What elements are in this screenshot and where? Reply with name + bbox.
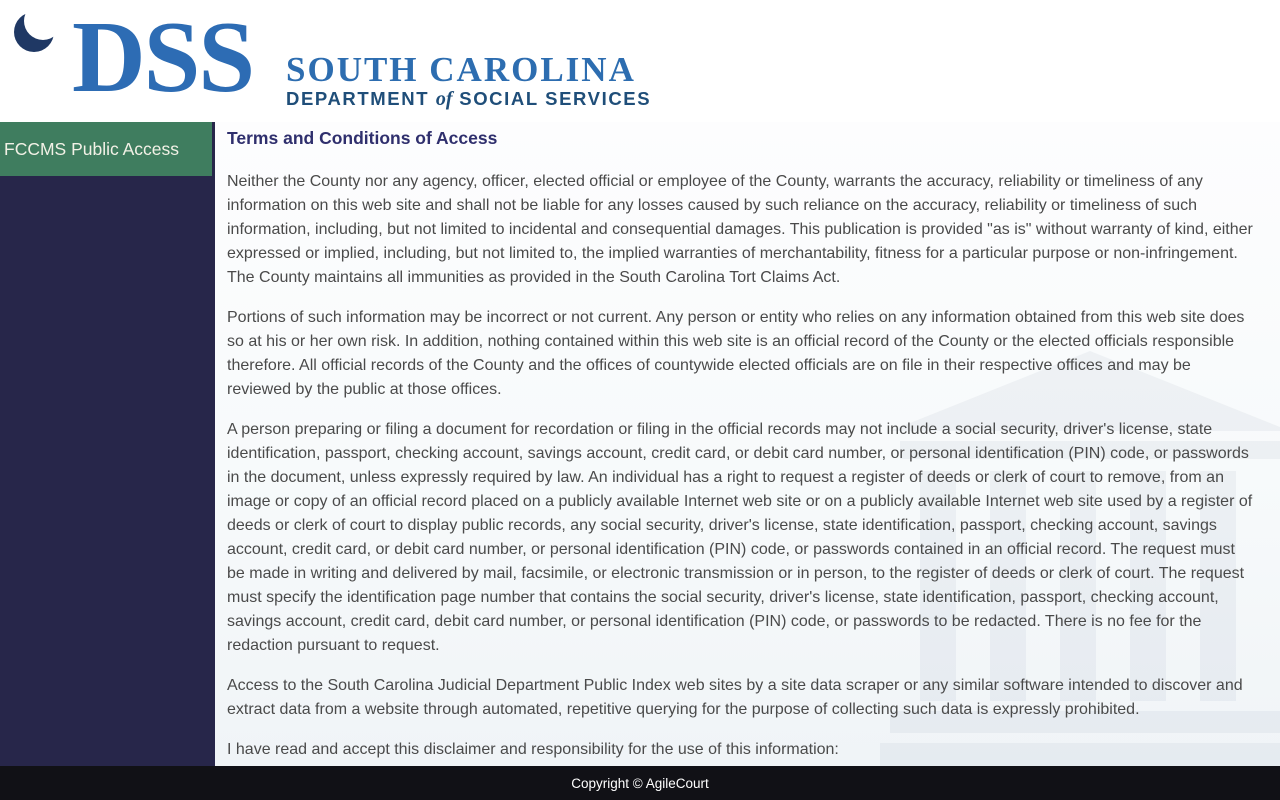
logo-tagline-of: of [435,88,453,110]
terms-paragraph-3: A person preparing or filing a document for recordation or filing in the official records may not include a social security, driver's license, state identification, passport, checking account, savings account, credit card, or debit card number, or personal identification (PIN) code, or passwords in the document, unless expressly required by law. An individual has a right to request a register of deeds or clerk of court to remove, from an image or copy of an official record placed on a publicly available Internet web site or on a publicly available Internet web site used by a register of deeds or clerk of court to display public records, any social security, driver's license, state identification, passport, checking account, savings account, credit card, or debit card number, or personal identification (PIN) code, or passwords contained in an official record. The request must be made in writing and delivered by mail, facsimile, or electronic transmission or in person, to the register of deeds or clerk of court. The request must specify the identification page number that contains the social security, driver's license, state identification, passport, checking account, savings account, credit card, debit card number, or personal identification (PIN) code, or passwords to be redacted. There is no fee for the redaction pursuant to request. [227,421,1253,654]
terms-content [215,122,1275,762]
footer [0,766,1280,800]
logo-tagline [286,88,651,110]
page-title: Terms and Conditions of Access [227,128,498,148]
dss-logo-acronym: DSS [72,1,254,114]
accept-disclaimer-statement: I have read and accept this disclaimer and responsibility for the use of this information: [227,741,839,758]
app-header [0,0,1280,122]
logo-tagline-pre: DEPARTMENT [286,88,436,109]
main-content [215,122,1280,766]
terms-paragraph-2: Portions of such information may be incorrect or not current. Any person or entity who relies on any information obtained from this web site does so at his or her own risk. In addition, nothing contained within this web site is an official record of the County or the elected officials responsible therefore. All official records of the County and the offices of countywide elected officials are on file in their respective offices and may be reviewed by the public at those offices. [227,309,1245,398]
terms-paragraph-4: Access to the South Carolina Judicial Department Public Index web sites by a site data scraper or any similar software intended to discover and extract data from a website through automated, repetitive querying for the purpose of collecting such data is expressly prohibited. [227,677,1243,718]
sidebar-item-fccms-public-access[interactable]: FCCMS Public Access [0,122,212,176]
logo-tagline-post: SOCIAL SERVICES [452,88,652,109]
terms-paragraph-1: Neither the County nor any agency, officer, elected official or employee of the County, warrants the accuracy, reliability or timeliness of any information on this web site and shall not be liable for any losses caused by such reliance on the accuracy, reliability or timeliness of such information, including, but not limited to incidental and consequential damages. This publication is provided "as is" without warranty of kind, either expressed or implied, including, but not limited to, the implied warranties of merchantability, fitness for a particular purpose or non-infringement. The County maintains all immunities as provided in the South Carolina Tort Claims Act. [227,173,1253,286]
crescent-moon-icon [12,6,60,54]
copyright-text: Copyright © AgileCourt [571,775,709,791]
sidebar [0,122,215,766]
logo-state-name: SOUTH CAROLINA [286,50,636,89]
dss-logo-text [286,52,651,110]
